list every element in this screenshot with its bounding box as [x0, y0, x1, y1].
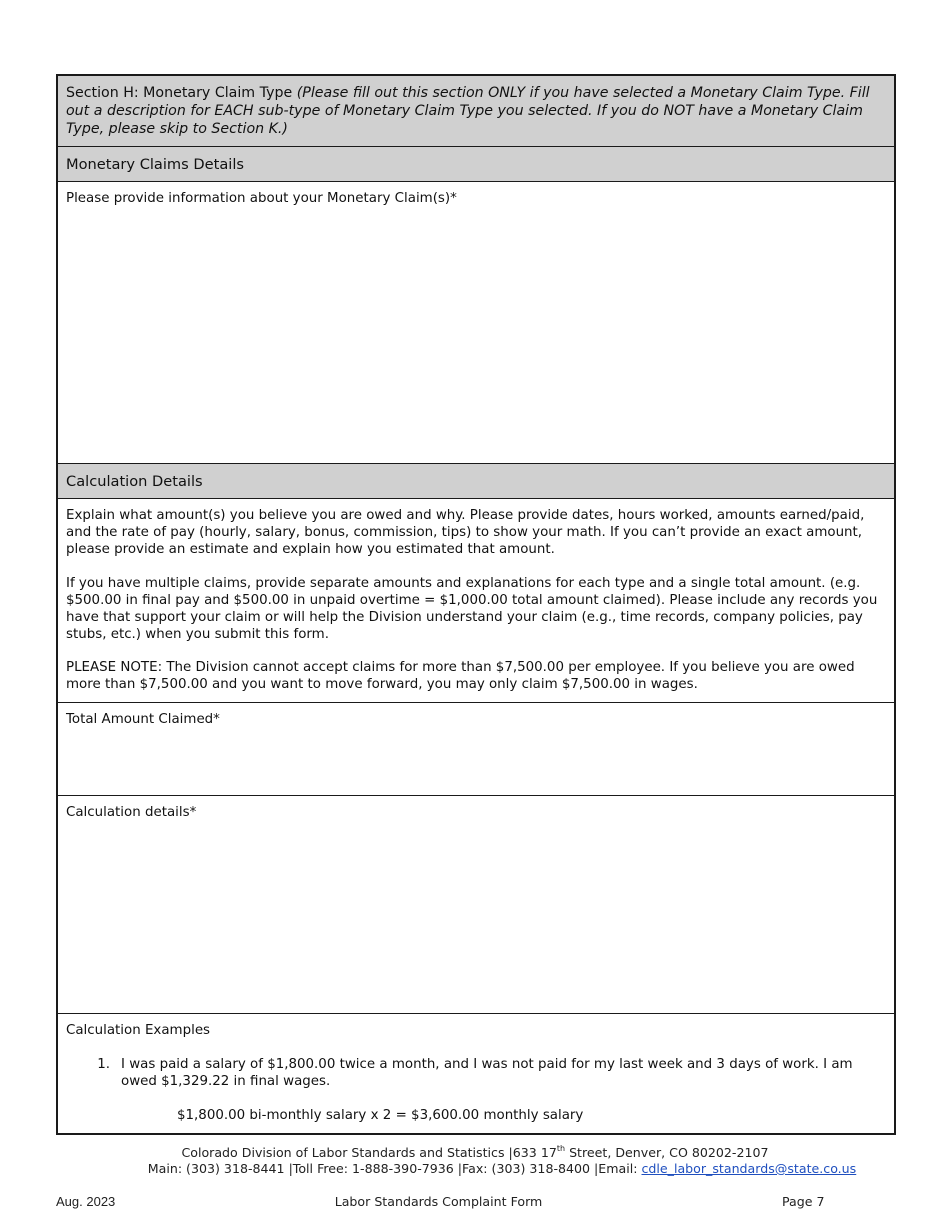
footer-page-number: Page 7: [782, 1194, 825, 1209]
calculation-examples-heading: Calculation Examples: [66, 1023, 211, 1038]
monetary-claim-info-label: Please provide information about your Monetary Claim(s)*: [66, 191, 457, 206]
footer-email-link[interactable]: cdle_labor_standards@state.co.us: [641, 1161, 857, 1176]
footer-org-line: [181, 1145, 768, 1160]
calculation-examples: [58, 1014, 894, 1133]
list-item: [66, 1056, 886, 1090]
calculation-examples-list: [66, 1056, 886, 1090]
calculation-details-label: Calculation details*: [66, 805, 197, 820]
list-item-number: 1.: [97, 1057, 110, 1072]
section-h-header: [58, 76, 894, 147]
example-calculation-line: $1,800.00 bi-monthly salary x 2 = $3,600.00 monthly salary: [177, 1108, 584, 1123]
footer-contact: Main: (303) 318-8441 |Toll Free: 1-888-390-7936 |Fax: (303) 318-8400 |Email:: [147, 1161, 642, 1176]
calculation-details-field[interactable]: [58, 796, 894, 1014]
total-amount-claimed-label: Total Amount Claimed*: [66, 712, 220, 727]
section-h-title: Section H: Monetary Claim Type: [66, 85, 297, 101]
calculation-details-heading: Calculation Details: [58, 464, 894, 499]
footer-ordinal: th: [556, 1144, 566, 1153]
calculation-limit-note: PLEASE NOTE: The Division cannot accept claims for more than $7,500.00 per employee. If you believe you are owed more than $7,500.00 and you want to move forward, you may only claim $7,500.00 in wages.: [66, 660, 855, 692]
monetary-claim-info-field[interactable]: [58, 182, 894, 464]
list-item-text: I was paid a salary of $1,800.00 twice a month, and I was not paid for my last week and 3 days of work. I am owed $1,329.22 in final wages.: [121, 1057, 853, 1089]
footer-date: Aug. 2023: [56, 1194, 116, 1209]
footer-address: [0, 1145, 950, 1177]
total-amount-claimed-field[interactable]: [58, 703, 894, 796]
footer-form-title: Labor Standards Complaint Form: [334, 1194, 543, 1209]
section-h-instructions: (Please fill out this section ONLY if you have selected a Monetary Claim Type. Fill out a description for EACH sub-type of Monetary Claim Type you selected. If you do NOT have a Monetary Claim Type, please skip to Section K.): [66, 85, 870, 137]
section-h-form-table: [56, 74, 896, 1135]
calculation-instructions-paragraph: If you have multiple claims, provide separate amounts and explanations for each type and a single total amount. (e.g. $500.00 in final pay and $500.00 in unpaid overtime = $1,000.00 total amount claimed). Please include any records you have that support your claim or will help the Division understand your claim (e.g., time records, company policies, pay stubs, etc.) when you submit this form.: [66, 575, 878, 642]
footer-contact-line: [0, 1161, 950, 1177]
footer-street: Street, Denver, CO 80202-2107: [565, 1145, 769, 1160]
footer-org-name: Colorado Division of Labor Standards and Statistics |633 17: [181, 1145, 557, 1160]
calculation-instructions-paragraph: Explain what amount(s) you believe you are owed and why. Please provide dates, hours worked, amounts earned/paid, and the rate of pay (hourly, salary, bonus, commission, tips) to show your math. If you can’t provide an exact amount, please provide an estimate and explain how you estimated that amount.: [66, 508, 865, 557]
calculation-instructions: [58, 499, 894, 703]
monetary-claims-details-heading: Monetary Claims Details: [58, 147, 894, 182]
